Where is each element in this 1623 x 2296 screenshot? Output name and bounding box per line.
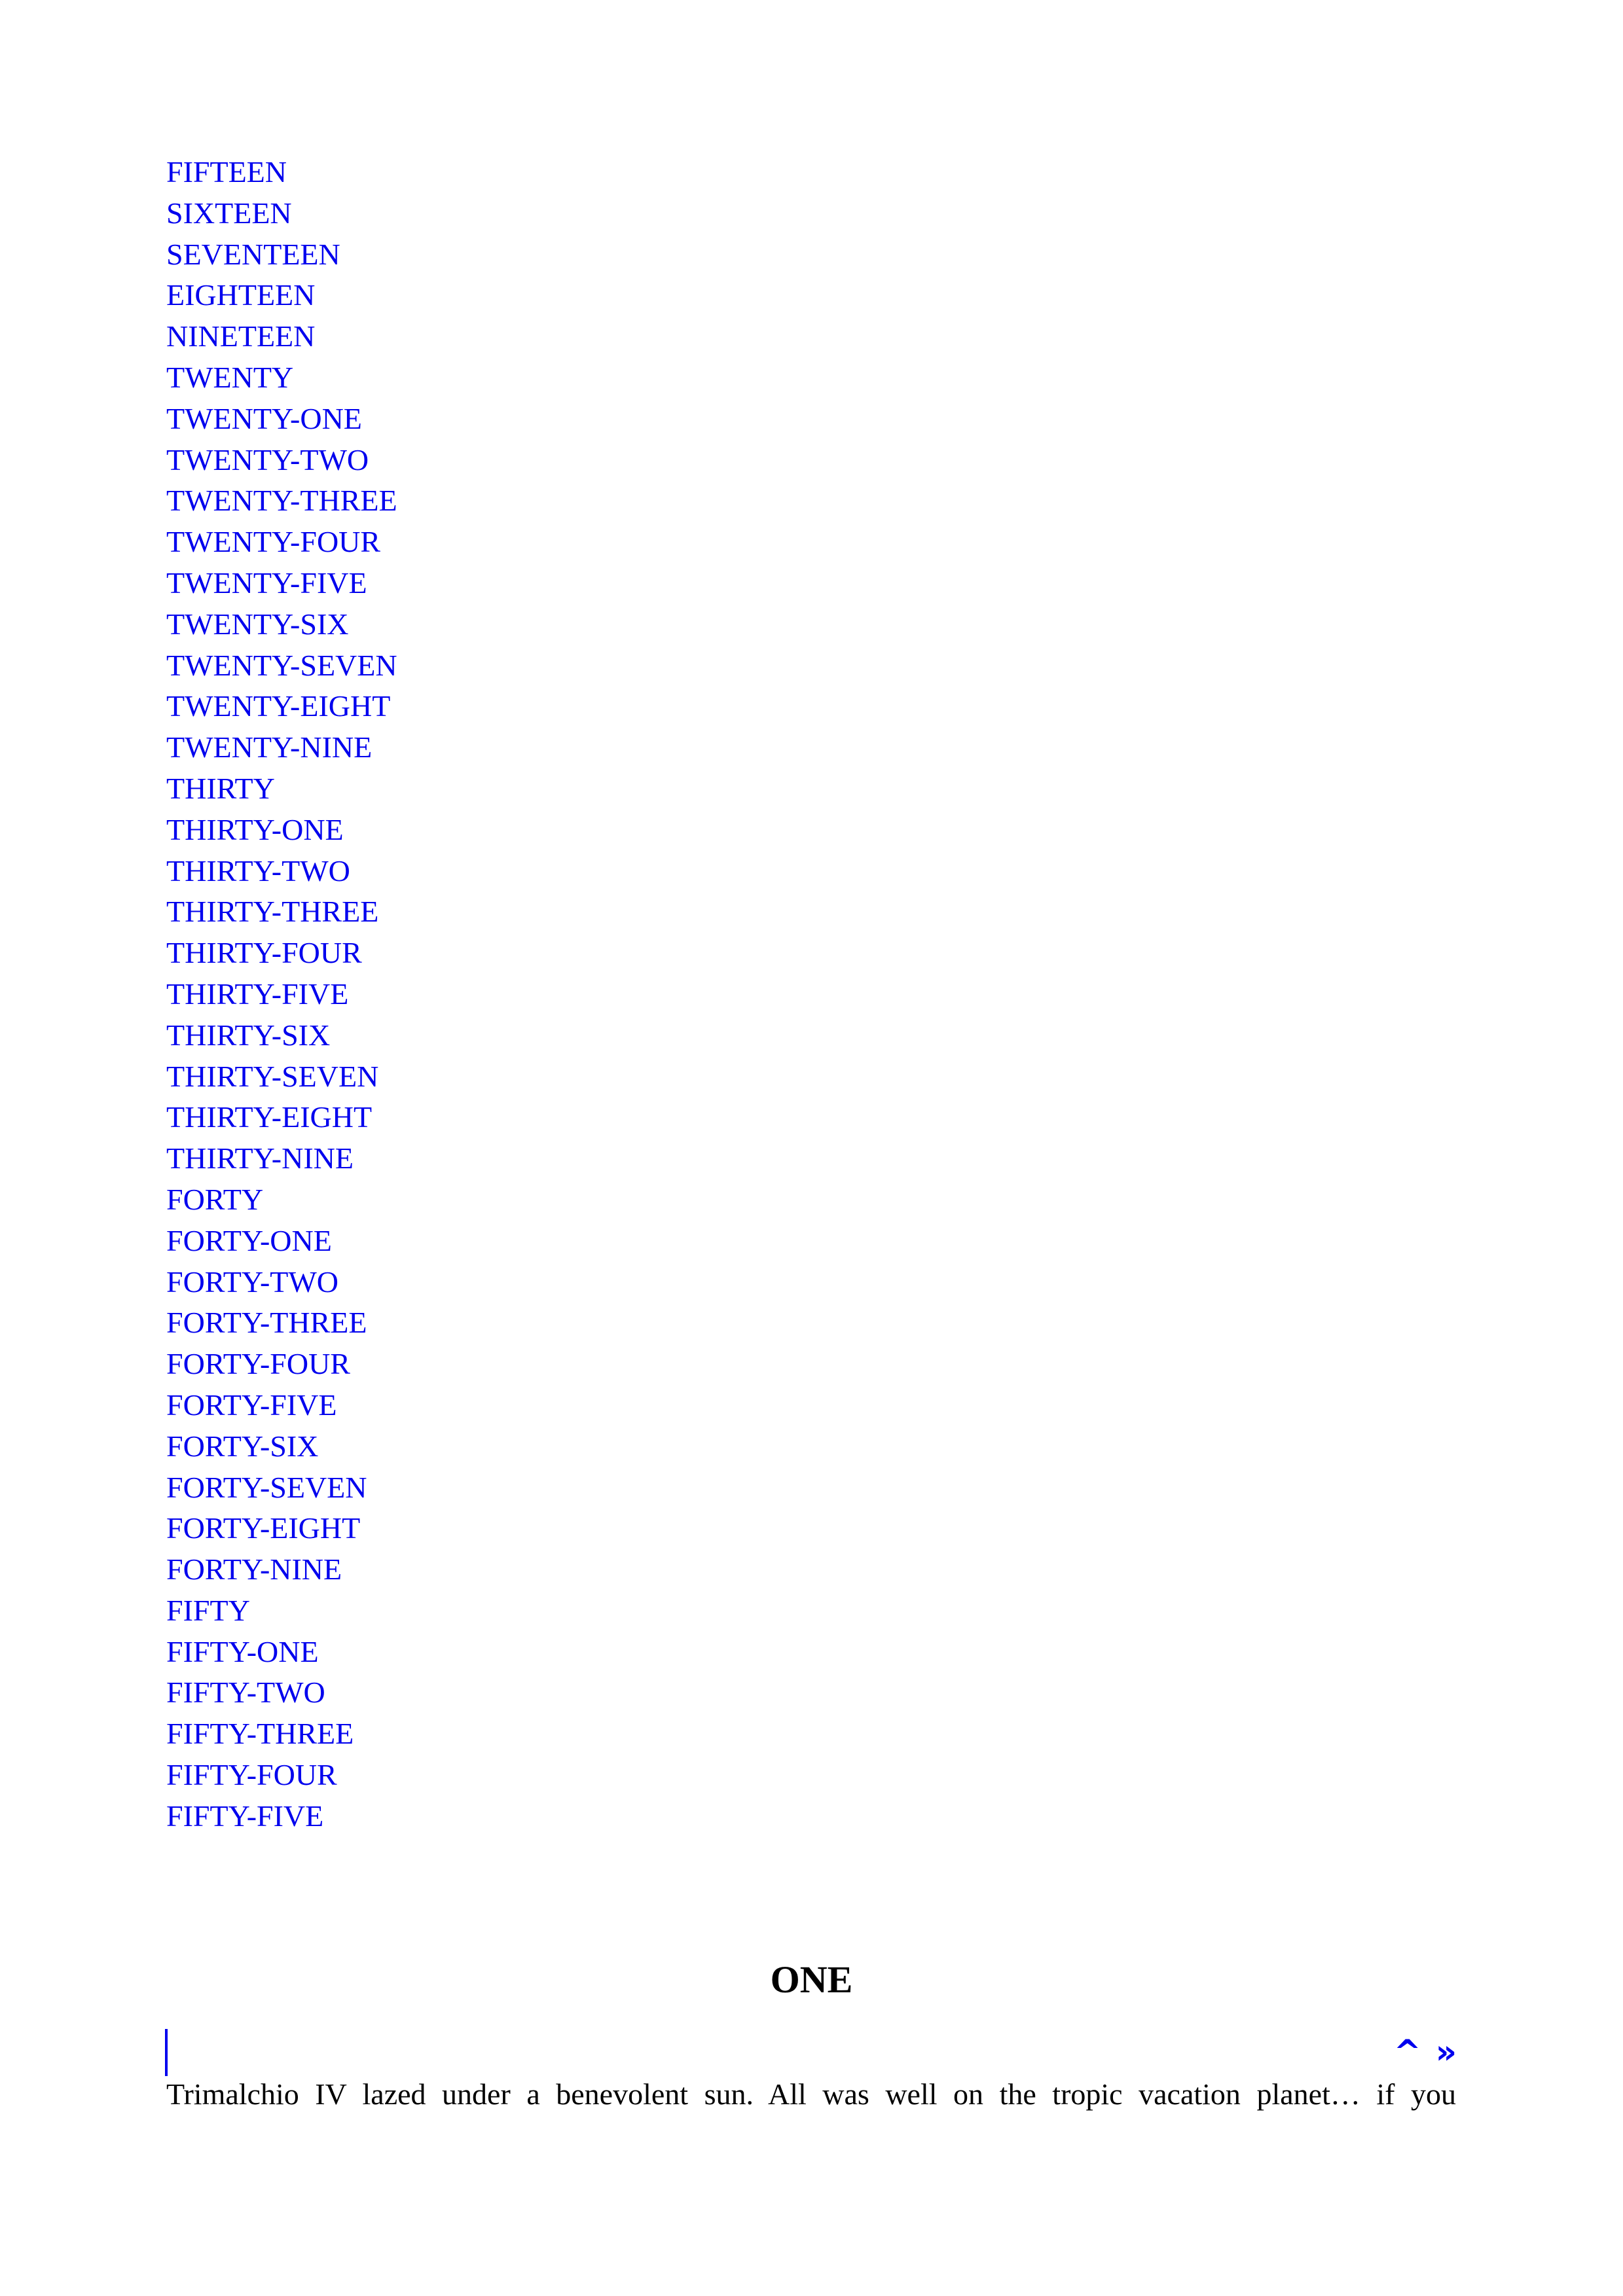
toc-link[interactable]: TWENTY-THREE bbox=[166, 484, 397, 518]
toc-link[interactable]: TWENTY bbox=[166, 360, 294, 394]
toc-link[interactable]: FIFTEEN bbox=[166, 155, 287, 188]
toc-item bbox=[166, 563, 397, 604]
toc-link[interactable]: FORTY-ONE bbox=[166, 1223, 332, 1257]
toc-item bbox=[166, 1056, 397, 1098]
toc-item bbox=[166, 480, 397, 522]
toc-item bbox=[166, 1426, 397, 1467]
toc-item bbox=[166, 275, 397, 316]
up-arrow-icon[interactable]: ^ bbox=[1393, 2033, 1421, 2071]
toc-link[interactable]: THIRTY-FOUR bbox=[166, 936, 362, 970]
toc-item bbox=[166, 768, 397, 810]
toc-item bbox=[166, 1755, 397, 1796]
toc-link[interactable]: THIRTY-SEVEN bbox=[166, 1059, 379, 1093]
toc-item bbox=[166, 1590, 397, 1632]
toc-item bbox=[166, 399, 397, 440]
toc-item bbox=[166, 1302, 397, 1344]
toc-link[interactable]: TWENTY-NINE bbox=[166, 730, 373, 764]
toc-link[interactable]: THIRTY-FIVE bbox=[166, 977, 349, 1011]
toc-item bbox=[166, 727, 397, 768]
toc-link[interactable]: THIRTY-TWO bbox=[166, 853, 350, 888]
toc-item bbox=[166, 1796, 397, 1837]
toc-link[interactable]: FORTY-THREE bbox=[166, 1306, 367, 1340]
toc-item bbox=[166, 1632, 397, 1673]
toc-item bbox=[166, 1549, 397, 1590]
toc-link[interactable]: FORTY-SIX bbox=[166, 1429, 319, 1463]
toc-link[interactable]: TWENTY-FOUR bbox=[166, 525, 381, 559]
toc-link[interactable]: THIRTY bbox=[166, 771, 275, 805]
toc-link[interactable]: THIRTY-THREE bbox=[166, 895, 379, 929]
toc-item bbox=[166, 1015, 397, 1056]
toc-item bbox=[166, 974, 397, 1015]
toc-link[interactable]: FIFTY bbox=[166, 1593, 250, 1627]
toc-item bbox=[166, 851, 397, 892]
chapter-title: ONE bbox=[770, 1958, 853, 2001]
toc-item bbox=[166, 1344, 397, 1385]
toc-item bbox=[166, 1672, 397, 1713]
toc-item bbox=[166, 193, 397, 234]
toc-item bbox=[166, 645, 397, 687]
toc-item bbox=[166, 1713, 397, 1755]
toc-link[interactable]: TWENTY-FIVE bbox=[166, 565, 367, 600]
toc-link[interactable]: FIFTY-THREE bbox=[166, 1717, 354, 1751]
toc-link[interactable]: TWENTY-EIGHT bbox=[166, 689, 391, 723]
toc-link[interactable]: TWENTY-TWO bbox=[166, 442, 369, 476]
toc-link[interactable]: FORTY-SEVEN bbox=[166, 1470, 367, 1504]
toc-item bbox=[166, 1467, 397, 1509]
toc-link[interactable]: THIRTY-EIGHT bbox=[166, 1100, 373, 1134]
table-of-contents bbox=[166, 152, 397, 1837]
toc-item bbox=[166, 1179, 397, 1221]
toc-link[interactable]: FORTY-FOUR bbox=[166, 1347, 350, 1381]
toc-link[interactable]: THIRTY-SIX bbox=[166, 1018, 331, 1052]
next-chapter-icon[interactable]: » bbox=[1435, 2033, 1457, 2071]
toc-item bbox=[166, 933, 397, 974]
toc-link[interactable]: FORTY-NINE bbox=[166, 1552, 342, 1587]
toc-link[interactable]: FORTY-EIGHT bbox=[166, 1511, 361, 1545]
toc-item bbox=[166, 440, 397, 481]
toc-link[interactable]: FIFTY-FOUR bbox=[166, 1758, 337, 1792]
toc-item bbox=[166, 316, 397, 357]
toc-item bbox=[166, 891, 397, 933]
toc-link[interactable]: FIFTY-ONE bbox=[166, 1634, 319, 1668]
chapter-first-line: Trimalchio IV lazed under a benevolent sun. All was well on the tropic vacation planet… if you bbox=[166, 2077, 1456, 2111]
toc-link[interactable]: FORTY-FIVE bbox=[166, 1388, 337, 1422]
toc-item bbox=[166, 152, 397, 193]
toc-item bbox=[166, 604, 397, 645]
toc-link[interactable]: FIFTY-TWO bbox=[166, 1676, 325, 1710]
toc-item bbox=[166, 522, 397, 563]
toc-item bbox=[166, 1138, 397, 1179]
toc-link[interactable]: FORTY-TWO bbox=[166, 1265, 338, 1299]
toc-link[interactable]: FORTY bbox=[166, 1182, 264, 1216]
toc-link[interactable]: THIRTY-NINE bbox=[166, 1141, 354, 1175]
toc-link[interactable]: TWENTY-SIX bbox=[166, 607, 349, 641]
toc-item bbox=[166, 234, 397, 276]
toc-item bbox=[166, 1508, 397, 1549]
toc-item bbox=[166, 1385, 397, 1426]
toc-link[interactable]: EIGHTEEN bbox=[166, 278, 316, 312]
toc-item bbox=[166, 1221, 397, 1262]
toc-link[interactable]: TWENTY-ONE bbox=[166, 401, 362, 435]
toc-link[interactable]: THIRTY-ONE bbox=[166, 812, 344, 846]
toc-item bbox=[166, 686, 397, 727]
toc-item bbox=[166, 357, 397, 399]
toc-link[interactable]: SIXTEEN bbox=[166, 196, 292, 230]
toc-item bbox=[166, 810, 397, 851]
toc-link[interactable]: NINETEEN bbox=[166, 319, 316, 353]
toc-link[interactable]: FIFTY-FIVE bbox=[166, 1799, 324, 1833]
toc-link[interactable]: SEVENTEEN bbox=[166, 237, 340, 271]
toc-item bbox=[166, 1097, 397, 1138]
toc-item bbox=[166, 1262, 397, 1303]
toc-link[interactable]: TWENTY-SEVEN bbox=[166, 648, 397, 682]
